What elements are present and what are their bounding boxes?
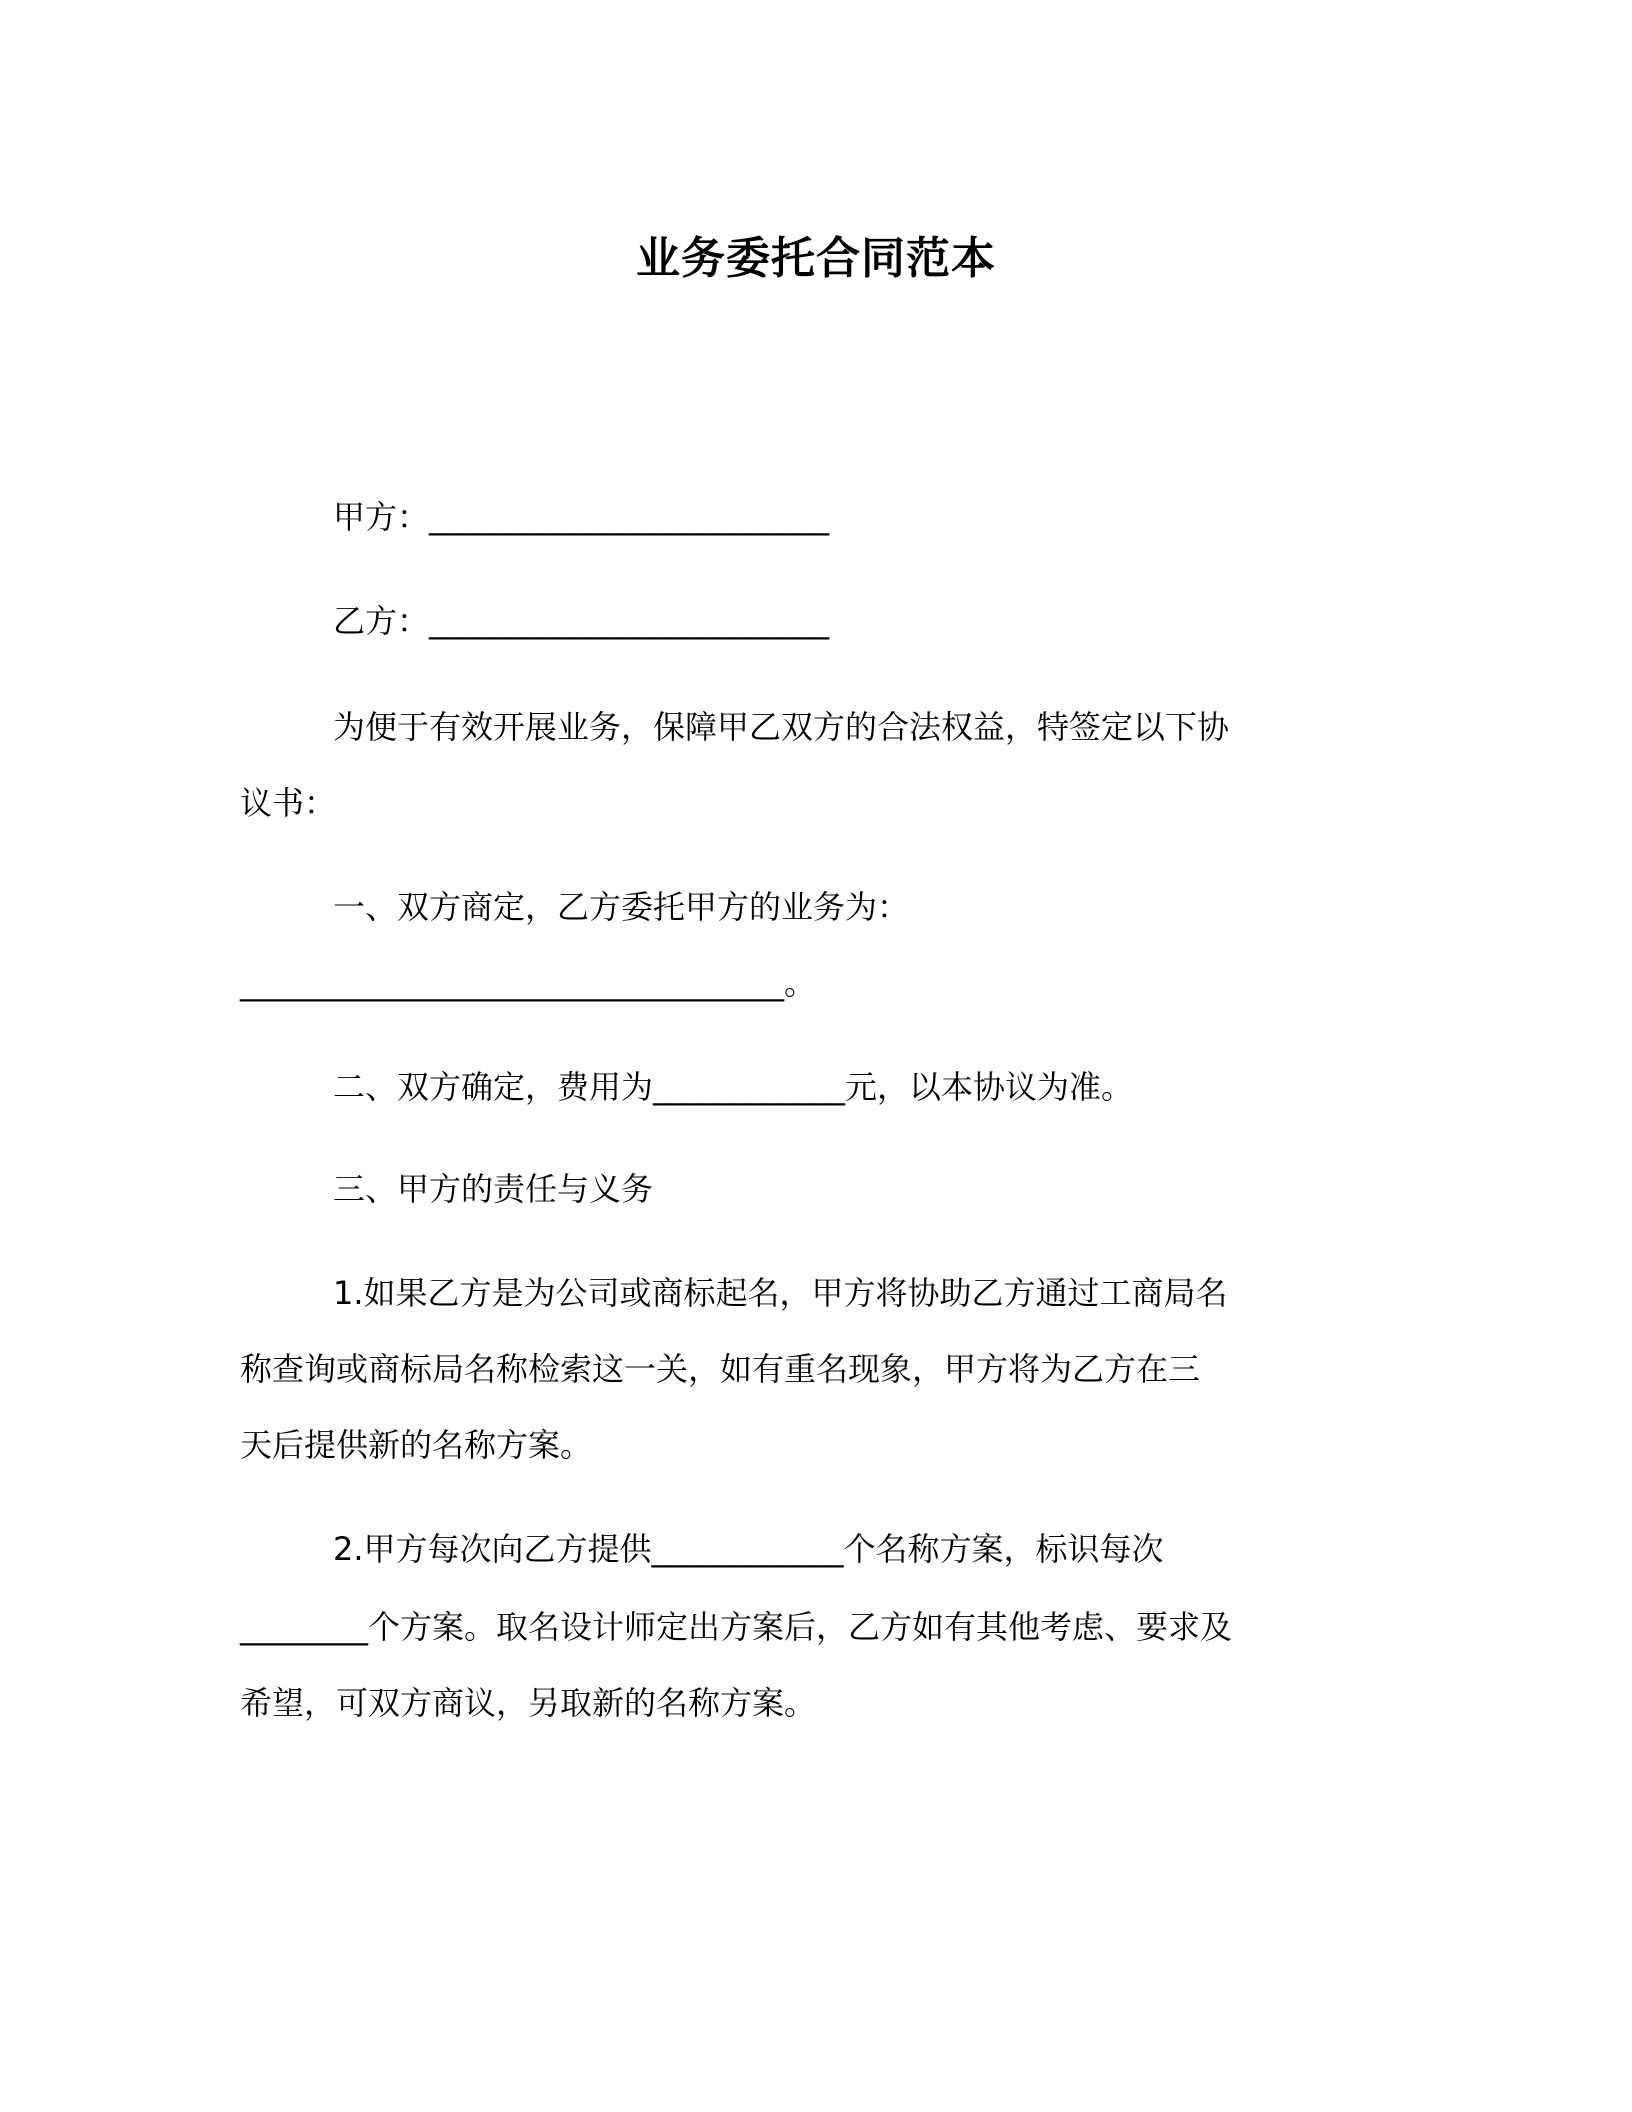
item-1-line-3: 天后提供新的名称方案。 (240, 1426, 593, 1464)
intro-line-1: 为便于有效开展业务，保障甲乙双方的合法权益，特签定以下协 (333, 708, 1230, 746)
intro-line-2: 议书： (240, 784, 337, 822)
document-title: 业务委托合同范本 (636, 233, 996, 284)
item-2-line-3: 希望，可双方商议，另取新的名称方案。 (240, 1684, 817, 1722)
item-2-line-1: 2.甲方每次向乙方提供____________个名称方案，标识每次 (333, 1530, 1164, 1568)
item-2-line-2: ________个方案。取名设计师定出方案后，乙方如有其他考虑、要求及 (240, 1608, 1233, 1646)
party-a-line: 甲方：_________________________ (333, 498, 830, 536)
party-b-line: 乙方：_________________________ (333, 602, 830, 640)
item-1-line-2: 称查询或商标局名称检索这一关，如有重名现象，甲方将为乙方在三 (240, 1350, 1201, 1388)
clause-1-line-2: __________________________________。 (240, 964, 817, 1002)
clause-1-line-1: 一、双方商定，乙方委托甲方的业务为： (333, 888, 910, 926)
item-1-line-1: 1.如果乙方是为公司或商标起名，甲方将协助乙方通过工商局名 (333, 1274, 1228, 1312)
clause-2: 二、双方确定，费用为____________元，以本协议为准。 (333, 1068, 1134, 1106)
clause-3-heading: 三、甲方的责任与义务 (333, 1170, 654, 1208)
